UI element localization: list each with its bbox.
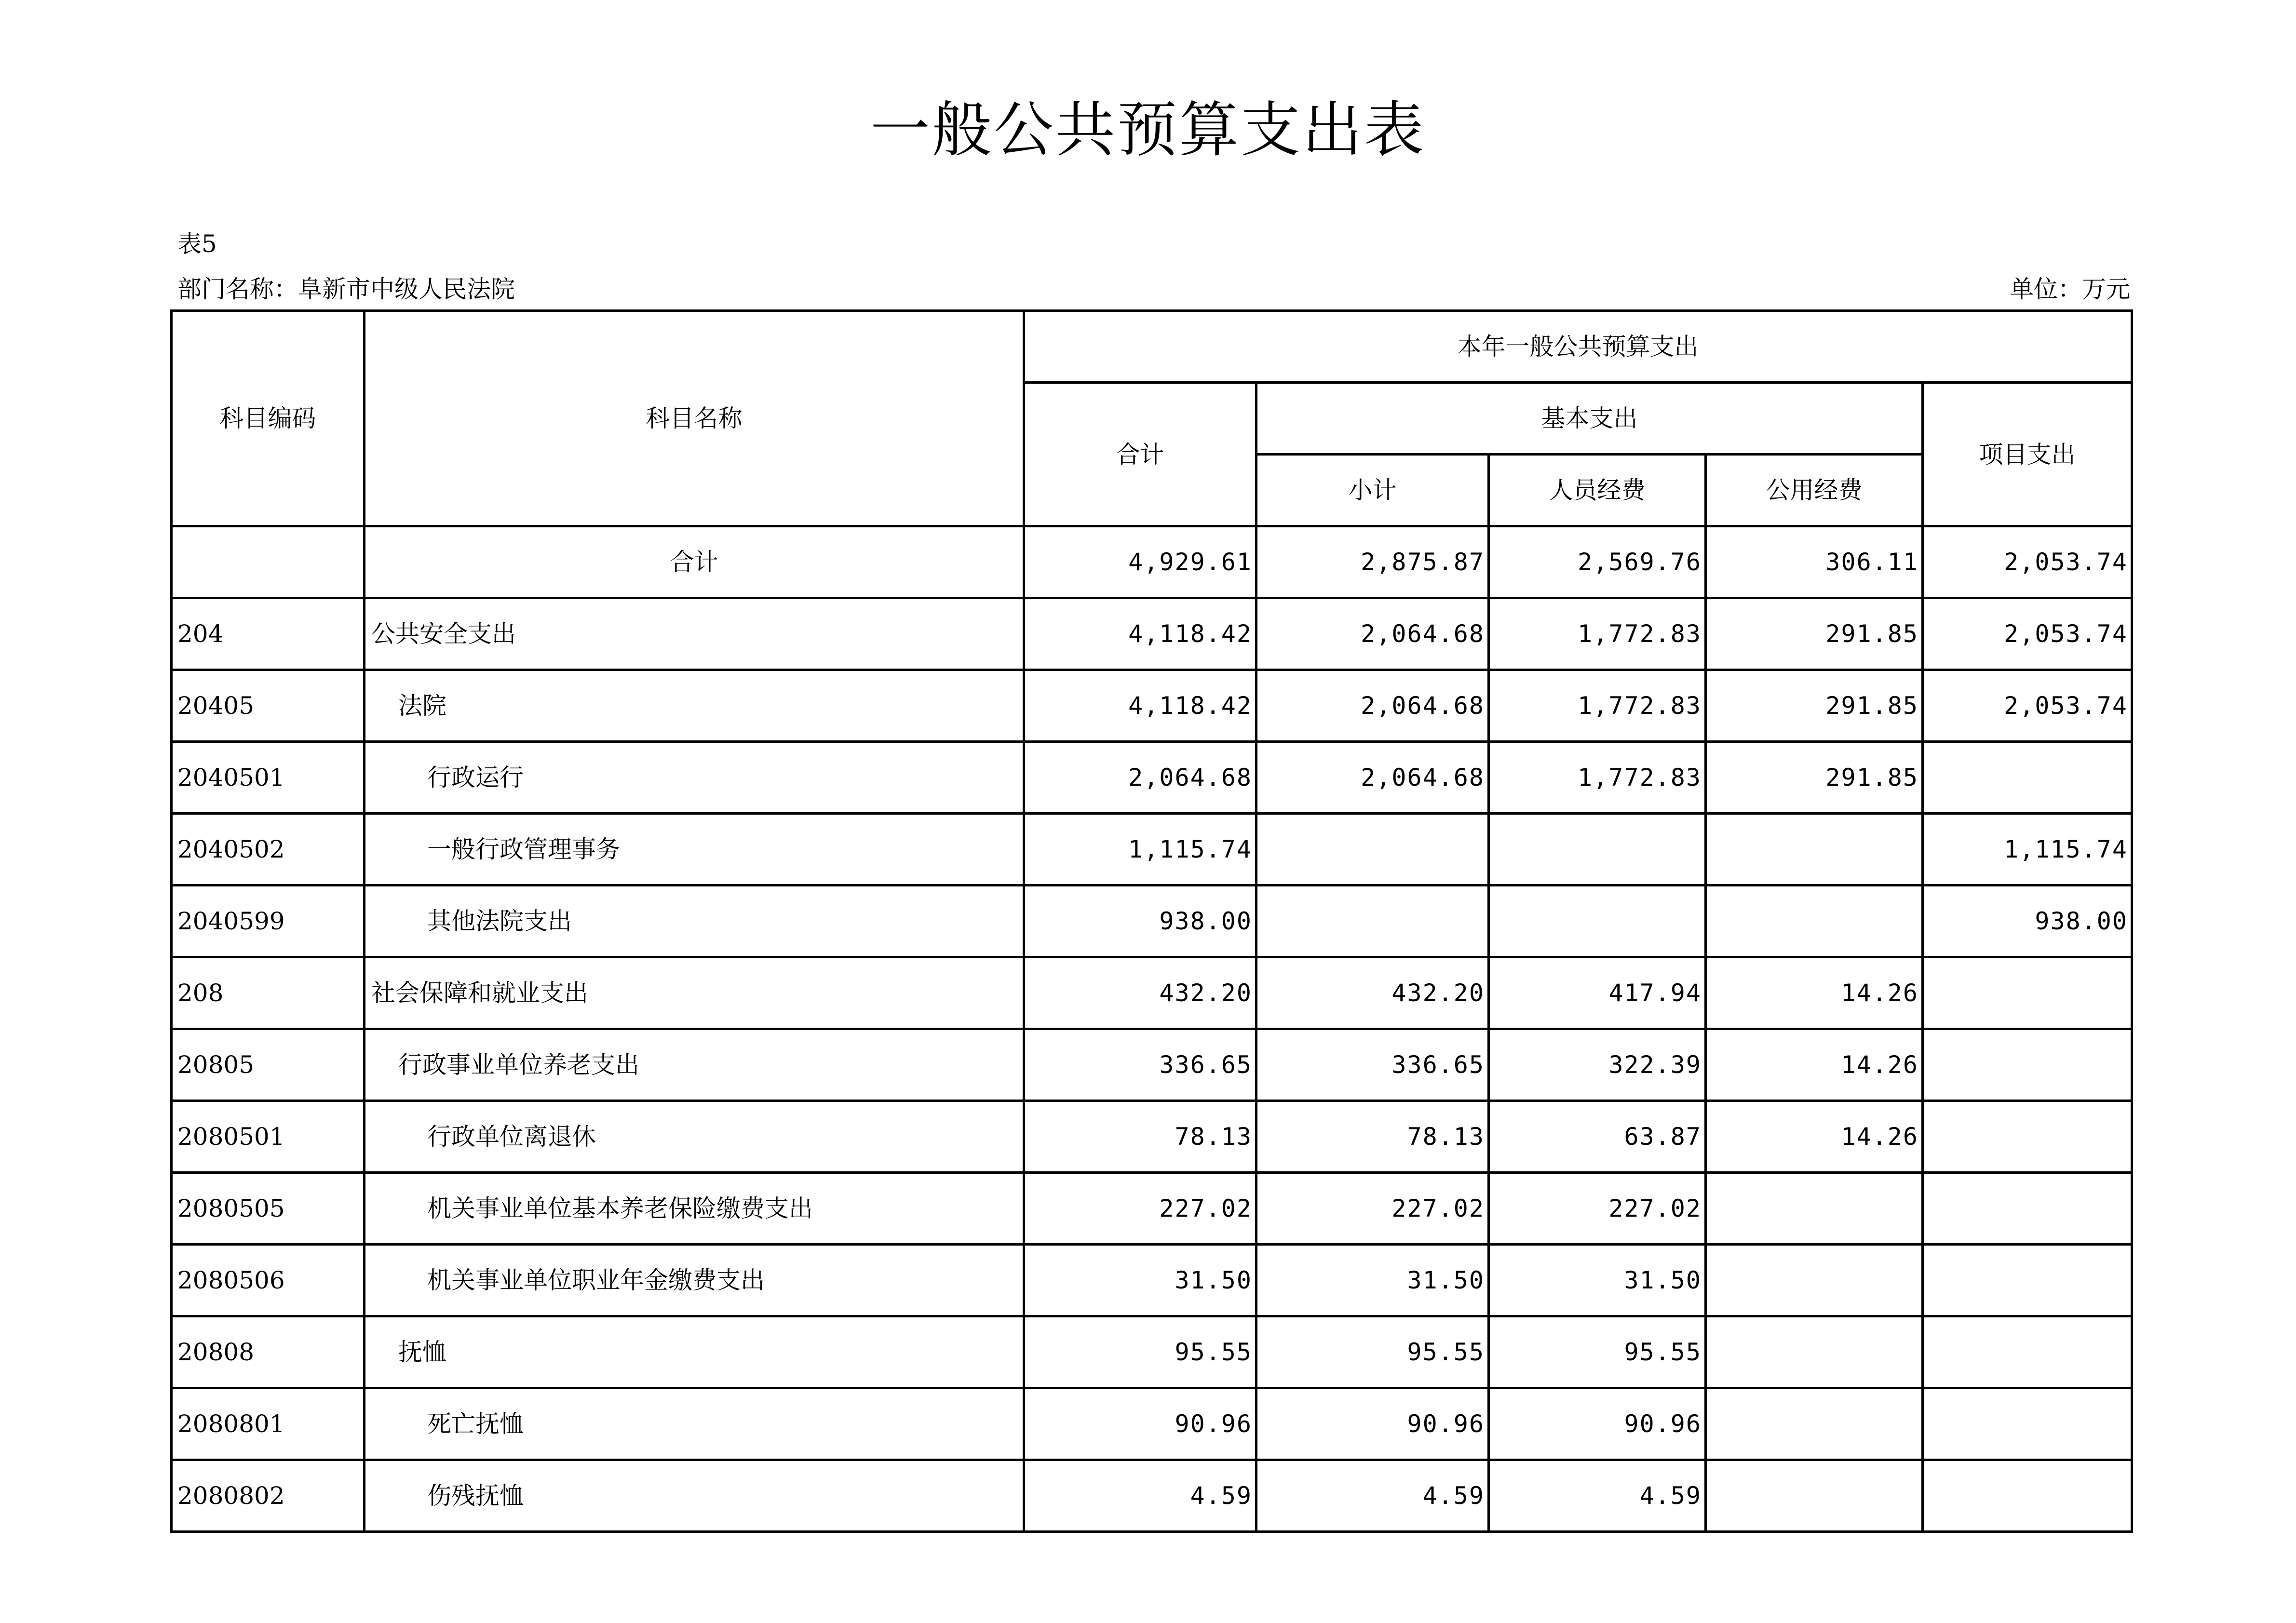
cell-project: [1923, 1388, 2132, 1460]
cell-public: [1706, 885, 1923, 957]
table-row: [172, 670, 2132, 742]
cell-project: [1923, 742, 2132, 814]
cell-name: 其他法院支出: [365, 885, 1024, 957]
cell-personnel: [1489, 814, 1706, 885]
cell-public: [1706, 1388, 1923, 1460]
cell-subtotal: 78.13: [1256, 1101, 1489, 1173]
cell-subtotal: 336.65: [1256, 1029, 1489, 1101]
cell-name: 行政运行: [365, 742, 1024, 814]
cell-code: 2080505: [172, 1173, 365, 1245]
cell-code: 2040599: [172, 885, 365, 957]
page-title: 一般公共预算支出表: [870, 95, 1426, 165]
table-row: [172, 1245, 2132, 1316]
cell-subtotal: 227.02: [1256, 1173, 1489, 1245]
cell-public: [1706, 1245, 1923, 1316]
cell-code: 2080506: [172, 1245, 365, 1316]
cell-project: 2,053.74: [1923, 598, 2132, 670]
cell-total: 31.50: [1024, 1245, 1256, 1316]
cell-personnel: 1,772.83: [1489, 670, 1706, 742]
cell-subtotal: 90.96: [1256, 1388, 1489, 1460]
cell-total: 95.55: [1024, 1316, 1256, 1388]
cell-public: 291.85: [1706, 670, 1923, 742]
cell-project: 938.00: [1923, 885, 2132, 957]
cell-total: 227.02: [1024, 1173, 1256, 1245]
cell-code: [172, 526, 365, 598]
cell-public: 14.26: [1706, 1029, 1923, 1101]
cell-personnel: 63.87: [1489, 1101, 1706, 1173]
cell-code: 2080802: [172, 1460, 365, 1532]
header-project: 项目支出: [1923, 383, 2132, 526]
cell-project: [1923, 1245, 2132, 1316]
cell-name: 抚恤: [365, 1316, 1024, 1388]
cell-project: [1923, 1460, 2132, 1532]
table-row: [172, 814, 2132, 885]
cell-public: 14.26: [1706, 1101, 1923, 1173]
cell-code: 20805: [172, 1029, 365, 1101]
cell-public: [1706, 1316, 1923, 1388]
cell-subtotal: 31.50: [1256, 1245, 1489, 1316]
header-public: 公用经费: [1706, 455, 1923, 526]
table-row: [172, 1101, 2132, 1173]
cell-public: [1706, 814, 1923, 885]
cell-project: 2,053.74: [1923, 526, 2132, 598]
cell-personnel: 227.02: [1489, 1173, 1706, 1245]
cell-personnel: 95.55: [1489, 1316, 1706, 1388]
cell-name: 机关事业单位基本养老保险缴费支出: [365, 1173, 1024, 1245]
cell-name: 社会保障和就业支出: [365, 957, 1024, 1029]
cell-code: 2040501: [172, 742, 365, 814]
table-row: [172, 957, 2132, 1029]
cell-project: 1,115.74: [1923, 814, 2132, 885]
table-body: [172, 526, 2132, 1532]
cell-code: 208: [172, 957, 365, 1029]
table-row: [172, 526, 2132, 598]
table-row: [172, 885, 2132, 957]
table-row: [172, 1173, 2132, 1245]
cell-name: 法院: [365, 670, 1024, 742]
cell-total: 938.00: [1024, 885, 1256, 957]
cell-code: 2080801: [172, 1388, 365, 1460]
cell-name: 一般行政管理事务: [365, 814, 1024, 885]
cell-public: [1706, 1460, 1923, 1532]
table-number: 表5: [177, 230, 217, 258]
cell-public: 291.85: [1706, 598, 1923, 670]
cell-name: 行政单位离退休: [365, 1101, 1024, 1173]
header-name: 科目名称: [365, 311, 1024, 526]
cell-public: 291.85: [1706, 742, 1923, 814]
cell-personnel: 1,772.83: [1489, 598, 1706, 670]
header-subtotal: 小计: [1256, 455, 1489, 526]
cell-code: 204: [172, 598, 365, 670]
cell-personnel: 31.50: [1489, 1245, 1706, 1316]
cell-code: 20808: [172, 1316, 365, 1388]
cell-project: [1923, 1316, 2132, 1388]
cell-subtotal: [1256, 885, 1489, 957]
table-row: [172, 742, 2132, 814]
cell-code: 20405: [172, 670, 365, 742]
header-total: 合计: [1024, 383, 1256, 526]
table-row: [172, 1316, 2132, 1388]
cell-code: 2040502: [172, 814, 365, 885]
header-basic: 基本支出: [1256, 383, 1923, 455]
cell-subtotal: [1256, 814, 1489, 885]
cell-public: 14.26: [1706, 957, 1923, 1029]
cell-total: 90.96: [1024, 1388, 1256, 1460]
table-header: [172, 311, 2132, 526]
cell-subtotal: 95.55: [1256, 1316, 1489, 1388]
cell-personnel: 1,772.83: [1489, 742, 1706, 814]
header-personnel: 人员经费: [1489, 455, 1706, 526]
cell-total: 2,064.68: [1024, 742, 1256, 814]
cell-personnel: 4.59: [1489, 1460, 1706, 1532]
cell-name: 机关事业单位职业年金缴费支出: [365, 1245, 1024, 1316]
table-row: [172, 1029, 2132, 1101]
cell-project: [1923, 957, 2132, 1029]
cell-personnel: 90.96: [1489, 1388, 1706, 1460]
cell-personnel: 417.94: [1489, 957, 1706, 1029]
cell-project: 2,053.74: [1923, 670, 2132, 742]
cell-personnel: [1489, 885, 1706, 957]
cell-name: 公共安全支出: [365, 598, 1024, 670]
cell-total: 1,115.74: [1024, 814, 1256, 885]
cell-subtotal: 2,875.87: [1256, 526, 1489, 598]
cell-name: 伤残抚恤: [365, 1460, 1024, 1532]
cell-total: 4,118.42: [1024, 598, 1256, 670]
cell-public: [1706, 1173, 1923, 1245]
cell-personnel: 2,569.76: [1489, 526, 1706, 598]
cell-subtotal: 2,064.68: [1256, 742, 1489, 814]
cell-name: 行政事业单位养老支出: [365, 1029, 1024, 1101]
cell-total: 78.13: [1024, 1101, 1256, 1173]
cell-total: 336.65: [1024, 1029, 1256, 1101]
cell-name: 死亡抚恤: [365, 1388, 1024, 1460]
cell-total: 4,929.61: [1024, 526, 1256, 598]
cell-project: [1923, 1173, 2132, 1245]
header-code: 科目编码: [172, 311, 365, 526]
cell-total: 432.20: [1024, 957, 1256, 1029]
cell-subtotal: 432.20: [1256, 957, 1489, 1029]
cell-project: [1923, 1101, 2132, 1173]
cell-subtotal: 2,064.68: [1256, 598, 1489, 670]
department-name: 部门名称：阜新市中级人民法院: [177, 275, 515, 303]
cell-personnel: 322.39: [1489, 1029, 1706, 1101]
table-row: [172, 1460, 2132, 1532]
cell-name: 合计: [365, 526, 1024, 598]
cell-public: 306.11: [1706, 526, 1923, 598]
table-row: [172, 598, 2132, 670]
budget-expenditure-table: [170, 309, 2133, 1533]
cell-code: 2080501: [172, 1101, 365, 1173]
cell-total: 4,118.42: [1024, 670, 1256, 742]
header-group: 本年一般公共预算支出: [1024, 311, 2132, 383]
cell-project: [1923, 1029, 2132, 1101]
cell-subtotal: 2,064.68: [1256, 670, 1489, 742]
table-row: [172, 1388, 2132, 1460]
cell-subtotal: 4.59: [1256, 1460, 1489, 1532]
cell-total: 4.59: [1024, 1460, 1256, 1532]
unit-label: 单位：万元: [2010, 275, 2130, 303]
